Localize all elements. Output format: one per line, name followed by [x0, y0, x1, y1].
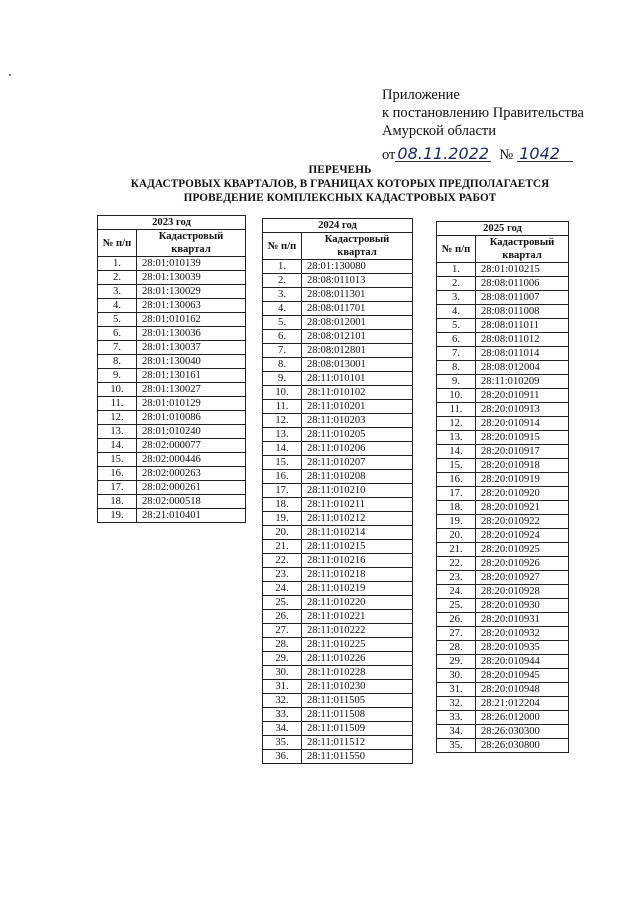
handwritten-number: 1042 [517, 147, 573, 162]
row-number: 7. [437, 347, 476, 361]
title-line-3: ПРОВЕДЕНИЕ КОМПЛЕКСНЫХ КАДАСТРОВЫХ РАБОТ [183, 192, 497, 204]
row-number: 9. [437, 375, 476, 389]
row-number: 19. [98, 509, 137, 523]
cadastral-quarter: 28:01:130063 [137, 299, 246, 313]
cadastral-quarter: 28:01:130036 [137, 327, 246, 341]
cadastral-quarter: 28:11:010201 [302, 400, 413, 414]
cadastral-quarter: 28:01:010162 [137, 313, 246, 327]
table-row [437, 501, 569, 515]
table-row [437, 697, 569, 711]
table-row [437, 515, 569, 529]
cadastral-quarter: 28:11:010221 [302, 610, 413, 624]
table-row [437, 529, 569, 543]
row-number: 31. [437, 683, 476, 697]
table-row [263, 708, 413, 722]
cadastral-quarter: 28:11:011508 [302, 708, 413, 722]
row-number: 4. [98, 299, 137, 313]
cadastral-quarter: 28:02:000446 [137, 453, 246, 467]
cadastral-quarter: 28:20:010918 [476, 459, 569, 473]
table-row [98, 299, 246, 313]
table-row [263, 554, 413, 568]
table-row [98, 495, 246, 509]
row-number: 4. [263, 302, 302, 316]
cadastral-quarter: 28:20:010935 [476, 641, 569, 655]
cadastral-quarter: 28:11:010226 [302, 652, 413, 666]
table-row [263, 288, 413, 302]
table-row [263, 302, 413, 316]
row-number: 16. [263, 470, 302, 484]
row-number: 18. [437, 501, 476, 515]
row-number: 8. [263, 358, 302, 372]
table-row [98, 397, 246, 411]
scan-speck [9, 74, 11, 76]
table-row [98, 481, 246, 495]
row-number: 20. [263, 526, 302, 540]
table-row [263, 442, 413, 456]
cadastral-quarter: 28:20:010922 [476, 515, 569, 529]
row-number: 12. [98, 411, 137, 425]
cadastral-quarter: 28:11:010220 [302, 596, 413, 610]
row-number: 8. [98, 355, 137, 369]
row-number: 24. [437, 585, 476, 599]
row-number: 27. [437, 627, 476, 641]
cadastral-quarter: 28:11:010101 [302, 372, 413, 386]
table-row [98, 257, 246, 271]
year-header: 2025 год [437, 222, 569, 236]
row-number: 12. [263, 414, 302, 428]
cadastral-quarter: 28:01:010240 [137, 425, 246, 439]
table-2025 [436, 221, 569, 753]
cadastral-quarter: 28:20:010919 [476, 473, 569, 487]
row-number: 2. [263, 274, 302, 288]
row-number: 36. [263, 750, 302, 764]
approval-block [382, 86, 584, 164]
row-number: 25. [263, 596, 302, 610]
row-number: 18. [98, 495, 137, 509]
row-number: 13. [263, 428, 302, 442]
table-row [437, 585, 569, 599]
row-number: 5. [263, 316, 302, 330]
cadastral-quarter: 28:26:030300 [476, 725, 569, 739]
cadastral-quarter: 28:20:010920 [476, 487, 569, 501]
cadastral-quarter: 28:21:012204 [476, 697, 569, 711]
row-number: 2. [437, 277, 476, 291]
table-row [437, 263, 569, 277]
table-row [98, 425, 246, 439]
row-number: 30. [437, 669, 476, 683]
table-row [263, 680, 413, 694]
row-number: 30. [263, 666, 302, 680]
cadastral-quarter: 28:11:010206 [302, 442, 413, 456]
cadastral-quarter: 28:01:130027 [137, 383, 246, 397]
row-number: 6. [263, 330, 302, 344]
table-row [98, 383, 246, 397]
cadastral-quarter: 28:26:030800 [476, 739, 569, 753]
row-number: 15. [263, 456, 302, 470]
table-row [437, 571, 569, 585]
row-number: 32. [437, 697, 476, 711]
table-row [263, 666, 413, 680]
row-number: 33. [437, 711, 476, 725]
cadastral-quarter: 28:11:010209 [476, 375, 569, 389]
table-row [263, 414, 413, 428]
row-number: 20. [437, 529, 476, 543]
row-number: 17. [263, 484, 302, 498]
table-row [437, 655, 569, 669]
table-row [437, 291, 569, 305]
table-row [263, 274, 413, 288]
row-number: 28. [263, 638, 302, 652]
table-row [263, 624, 413, 638]
table-row [263, 722, 413, 736]
table-row [98, 453, 246, 467]
title-line-1: ПЕРЕЧЕНЬ [308, 164, 372, 176]
cadastral-quarter: 28:20:010931 [476, 613, 569, 627]
table-2024 [262, 218, 413, 764]
table-row [263, 428, 413, 442]
table-row [437, 459, 569, 473]
table-row [437, 305, 569, 319]
region-label: Амурской области [382, 123, 496, 139]
cadastral-quarter: 28:11:010216 [302, 554, 413, 568]
table-row [437, 557, 569, 571]
cadastral-quarter: 28:20:010924 [476, 529, 569, 543]
table-row [263, 260, 413, 274]
cadastral-quarter: 28:11:010228 [302, 666, 413, 680]
table-row [263, 582, 413, 596]
table-row [437, 333, 569, 347]
table-row [98, 341, 246, 355]
table-row [437, 711, 569, 725]
row-number: 34. [437, 725, 476, 739]
cadastral-quarter: 28:11:010205 [302, 428, 413, 442]
table-row [263, 694, 413, 708]
row-number: 22. [263, 554, 302, 568]
table-row [437, 627, 569, 641]
table-row [263, 358, 413, 372]
table-row [437, 669, 569, 683]
table-row [437, 361, 569, 375]
cadastral-quarter: 28:11:011512 [302, 736, 413, 750]
cadastral-quarter: 28:11:011550 [302, 750, 413, 764]
year-header: 2024 год [263, 219, 413, 233]
row-number: 21. [263, 540, 302, 554]
row-number: 24. [263, 582, 302, 596]
table-row [263, 638, 413, 652]
cadastral-quarter: 28:20:010927 [476, 571, 569, 585]
table-row [437, 487, 569, 501]
cadastral-quarter: 28:01:010129 [137, 397, 246, 411]
row-number: 12. [437, 417, 476, 431]
row-number: 14. [437, 445, 476, 459]
row-number: 3. [263, 288, 302, 302]
row-number: 15. [98, 453, 137, 467]
appendix-label: Приложение [382, 87, 460, 103]
cadastral-quarter: 28:11:010207 [302, 456, 413, 470]
row-number: 19. [263, 512, 302, 526]
cadastral-quarter: 28:11:010218 [302, 568, 413, 582]
table-row [98, 509, 246, 523]
row-number: 7. [98, 341, 137, 355]
table-row [437, 641, 569, 655]
row-number: 13. [98, 425, 137, 439]
table-row [437, 613, 569, 627]
table-row [437, 347, 569, 361]
cadastral-quarter: 28:08:011012 [476, 333, 569, 347]
row-number: 19. [437, 515, 476, 529]
cadastral-quarter: 28:08:011701 [302, 302, 413, 316]
cadastral-quarter: 28:20:010913 [476, 403, 569, 417]
handwritten-date: 08.11.2022 [395, 147, 491, 162]
row-number: 23. [263, 568, 302, 582]
row-number: 10. [98, 383, 137, 397]
table-row [263, 568, 413, 582]
row-number: 3. [98, 285, 137, 299]
table-row [263, 498, 413, 512]
row-number: 35. [263, 736, 302, 750]
row-number: 15. [437, 459, 476, 473]
table-row [437, 319, 569, 333]
cadastral-quarter: 28:08:011013 [302, 274, 413, 288]
cadastral-quarter: 28:01:130040 [137, 355, 246, 369]
cadastral-quarter: 28:08:012101 [302, 330, 413, 344]
row-number: 34. [263, 722, 302, 736]
year-header: 2023 год [98, 216, 246, 230]
cadastral-quarter: 28:02:000518 [137, 495, 246, 509]
row-number: 18. [263, 498, 302, 512]
row-number: 14. [263, 442, 302, 456]
table-row [437, 375, 569, 389]
cadastral-quarter: 28:20:010914 [476, 417, 569, 431]
table-row [98, 327, 246, 341]
cadastral-quarter: 28:01:010086 [137, 411, 246, 425]
cadastral-quarter: 28:08:012801 [302, 344, 413, 358]
table-2023 [97, 215, 246, 523]
cadastral-quarter: 28:20:010932 [476, 627, 569, 641]
from-label: от [382, 147, 396, 163]
table-row [437, 445, 569, 459]
cadastral-quarter: 28:11:010215 [302, 540, 413, 554]
cadastral-quarter: 28:20:010930 [476, 599, 569, 613]
number-sign: № [499, 147, 514, 163]
row-number: 4. [437, 305, 476, 319]
row-number: 26. [263, 610, 302, 624]
row-number: 1. [263, 260, 302, 274]
cadastral-quarter: 28:02:000261 [137, 481, 246, 495]
row-number: 16. [437, 473, 476, 487]
row-number: 17. [98, 481, 137, 495]
table-row [263, 652, 413, 666]
cadastral-quarter: 28:08:012001 [302, 316, 413, 330]
cadastral-quarter: 28:11:011509 [302, 722, 413, 736]
row-number: 10. [437, 389, 476, 403]
cadastral-quarter: 28:20:010911 [476, 389, 569, 403]
row-number: 22. [437, 557, 476, 571]
cadastral-quarter: 28:20:010926 [476, 557, 569, 571]
column-quarter-header: Кадастровый квартал [476, 236, 569, 263]
cadastral-quarter: 28:11:011505 [302, 694, 413, 708]
table-row [437, 473, 569, 487]
table-row [263, 316, 413, 330]
table-row [437, 277, 569, 291]
row-number: 5. [437, 319, 476, 333]
table-row [263, 750, 413, 764]
table-row [263, 596, 413, 610]
row-number: 1. [98, 257, 137, 271]
row-number: 35. [437, 739, 476, 753]
table-row [263, 526, 413, 540]
table-row [263, 344, 413, 358]
table-row [263, 736, 413, 750]
row-number: 6. [98, 327, 137, 341]
table-row [98, 355, 246, 369]
cadastral-quarter: 28:20:010928 [476, 585, 569, 599]
table-row [437, 389, 569, 403]
cadastral-quarter: 28:01:010215 [476, 263, 569, 277]
table-row [437, 431, 569, 445]
column-number-header: № п/п [437, 236, 476, 263]
table-row [437, 739, 569, 753]
resolution-label: к постановлению Правительства [382, 105, 584, 121]
row-number: 9. [98, 369, 137, 383]
row-number: 1. [437, 263, 476, 277]
table-row [98, 369, 246, 383]
cadastral-quarter: 28:11:010222 [302, 624, 413, 638]
cadastral-quarter: 28:02:000077 [137, 439, 246, 453]
cadastral-quarter: 28:01:130161 [137, 369, 246, 383]
cadastral-quarter: 28:21:010401 [137, 509, 246, 523]
row-number: 27. [263, 624, 302, 638]
row-number: 33. [263, 708, 302, 722]
row-number: 32. [263, 694, 302, 708]
table-row [98, 411, 246, 425]
cadastral-quarter: 28:11:010102 [302, 386, 413, 400]
title-line-2: КАДАСТРОВЫХ КВАРТАЛОВ, В ГРАНИЦАХ КОТОРЫХ ПРЕДПОЛАГАЕТСЯ [130, 178, 550, 190]
table-row [263, 372, 413, 386]
column-quarter-header: Кадастровый квартал [302, 233, 413, 260]
table-row [437, 599, 569, 613]
cadastral-quarter: 28:08:011008 [476, 305, 569, 319]
cadastral-quarter: 28:11:010212 [302, 512, 413, 526]
table-row [98, 467, 246, 481]
table-row [263, 470, 413, 484]
cadastral-quarter: 28:01:130039 [137, 271, 246, 285]
table-row [263, 386, 413, 400]
cadastral-quarter: 28:20:010915 [476, 431, 569, 445]
cadastral-quarter: 28:11:010219 [302, 582, 413, 596]
row-number: 6. [437, 333, 476, 347]
row-number: 5. [98, 313, 137, 327]
cadastral-quarter: 28:20:010944 [476, 655, 569, 669]
table-row [437, 417, 569, 431]
row-number: 29. [263, 652, 302, 666]
cadastral-quarter: 28:08:011301 [302, 288, 413, 302]
row-number: 13. [437, 431, 476, 445]
row-number: 21. [437, 543, 476, 557]
table-row [263, 610, 413, 624]
cadastral-quarter: 28:08:012004 [476, 361, 569, 375]
row-number: 8. [437, 361, 476, 375]
column-quarter-header: Кадастровый квартал [137, 230, 246, 257]
document-title [90, 163, 590, 205]
row-number: 10. [263, 386, 302, 400]
date-number-line [382, 146, 584, 164]
cadastral-quarter: 28:08:011007 [476, 291, 569, 305]
row-number: 2. [98, 271, 137, 285]
table-row [437, 403, 569, 417]
row-number: 28. [437, 641, 476, 655]
cadastral-quarter: 28:20:010948 [476, 683, 569, 697]
table-row [437, 725, 569, 739]
cadastral-quarter: 28:01:130037 [137, 341, 246, 355]
row-number: 9. [263, 372, 302, 386]
cadastral-quarter: 28:01:130080 [302, 260, 413, 274]
row-number: 23. [437, 571, 476, 585]
table-row [263, 512, 413, 526]
table-row [437, 543, 569, 557]
row-number: 26. [437, 613, 476, 627]
cadastral-quarter: 28:08:013001 [302, 358, 413, 372]
cadastral-quarter: 28:08:011014 [476, 347, 569, 361]
cadastral-quarter: 28:11:010208 [302, 470, 413, 484]
cadastral-quarter: 28:20:010917 [476, 445, 569, 459]
table-row [98, 313, 246, 327]
row-number: 3. [437, 291, 476, 305]
row-number: 31. [263, 680, 302, 694]
row-number: 7. [263, 344, 302, 358]
cadastral-quarter: 28:08:011011 [476, 319, 569, 333]
table-row [98, 271, 246, 285]
cadastral-quarter: 28:01:010139 [137, 257, 246, 271]
table-row [263, 456, 413, 470]
cadastral-quarter: 28:11:010211 [302, 498, 413, 512]
cadastral-quarter: 28:08:011006 [476, 277, 569, 291]
row-number: 16. [98, 467, 137, 481]
row-number: 14. [98, 439, 137, 453]
row-number: 17. [437, 487, 476, 501]
cadastral-quarter: 28:02:000263 [137, 467, 246, 481]
table-row [98, 439, 246, 453]
table-row [437, 683, 569, 697]
cadastral-quarter: 28:11:010210 [302, 484, 413, 498]
row-number: 29. [437, 655, 476, 669]
cadastral-quarter: 28:11:010230 [302, 680, 413, 694]
cadastral-quarter: 28:11:010203 [302, 414, 413, 428]
cadastral-quarter: 28:20:010945 [476, 669, 569, 683]
column-number-header: № п/п [98, 230, 137, 257]
cadastral-quarter: 28:11:010225 [302, 638, 413, 652]
table-row [263, 540, 413, 554]
table-row [263, 484, 413, 498]
cadastral-quarter: 28:20:010921 [476, 501, 569, 515]
row-number: 11. [98, 397, 137, 411]
cadastral-quarter: 28:11:010214 [302, 526, 413, 540]
cadastral-quarter: 28:01:130029 [137, 285, 246, 299]
column-number-header: № п/п [263, 233, 302, 260]
cadastral-quarter: 28:26:012000 [476, 711, 569, 725]
row-number: 25. [437, 599, 476, 613]
table-row [263, 330, 413, 344]
row-number: 11. [263, 400, 302, 414]
table-row [263, 400, 413, 414]
row-number: 11. [437, 403, 476, 417]
table-row [98, 285, 246, 299]
cadastral-quarter: 28:20:010925 [476, 543, 569, 557]
